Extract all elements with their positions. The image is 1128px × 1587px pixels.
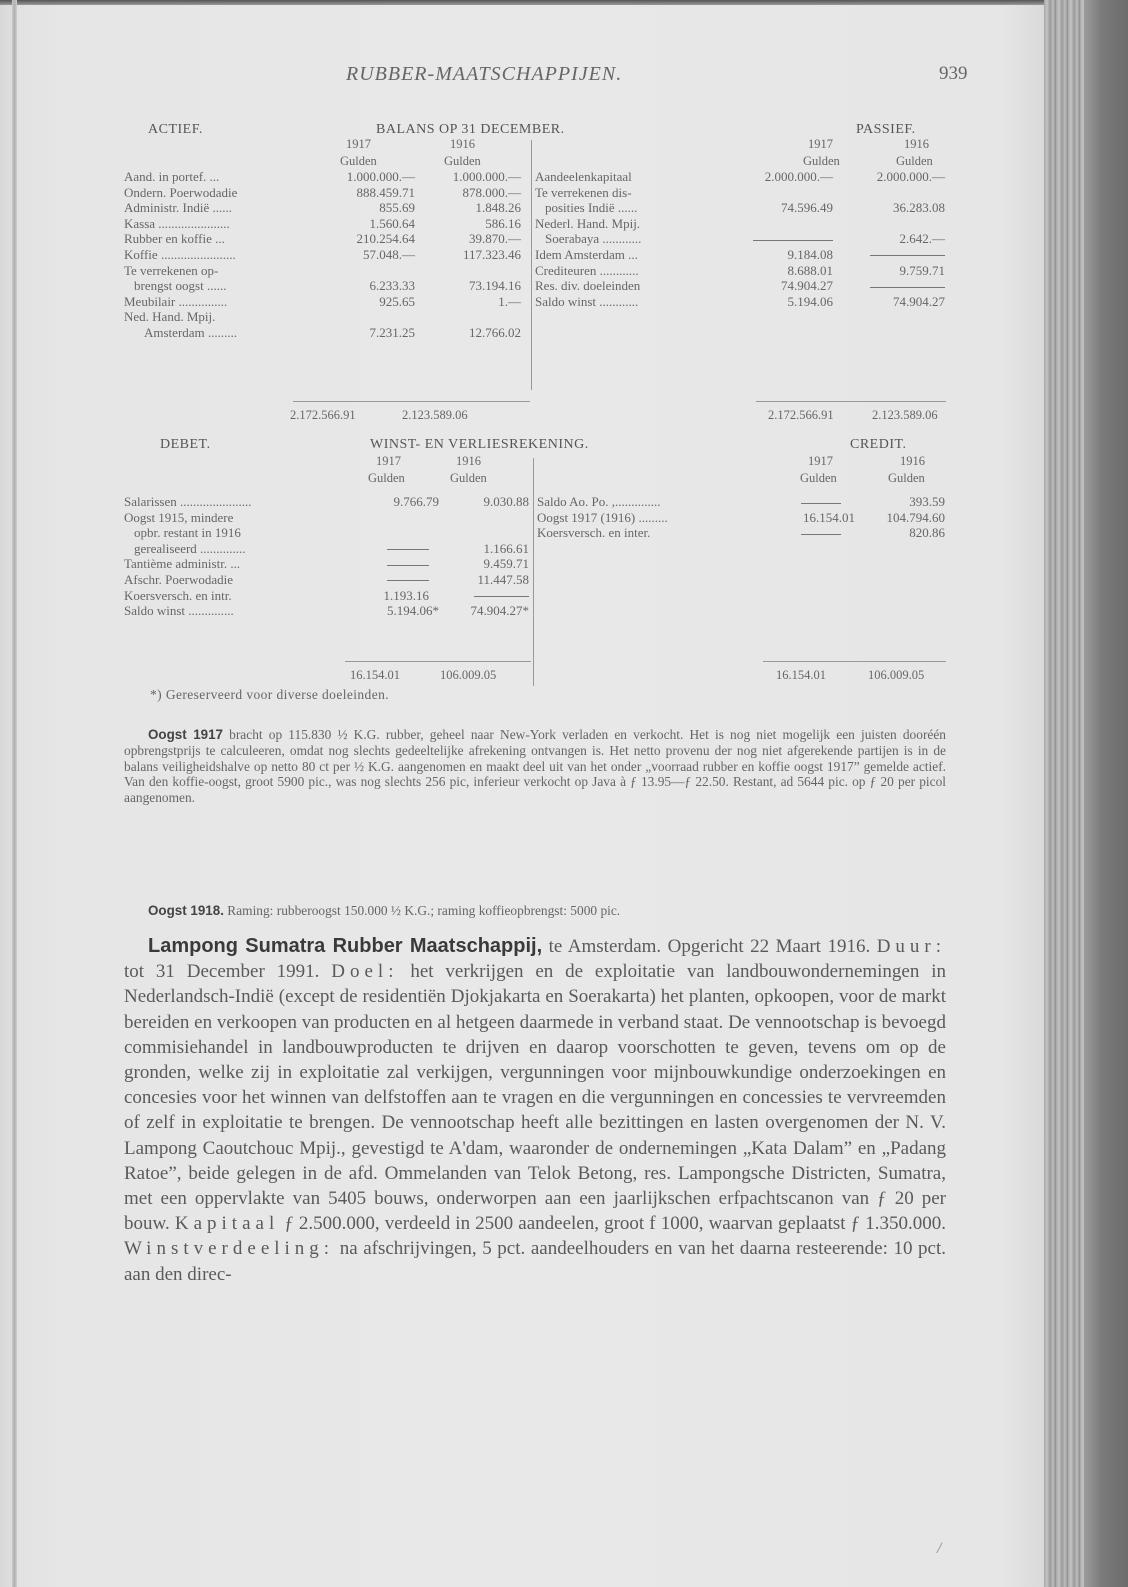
debet-year-1916: 1916 (456, 454, 481, 468)
table-row: Kassa ...................... 1.560.64 586.16 (124, 215, 521, 231)
debet-table (124, 494, 529, 619)
company-name: Lampong Sumatra Rubber Maatschappij, (148, 935, 543, 957)
table-row: Salarissen ...................... 9.766.79 9.030.88 (124, 494, 529, 509)
oogst-1917-label: Oogst 1917 (148, 727, 223, 742)
empty-value-dash (387, 565, 429, 566)
oogst-1917-paragraph (124, 727, 946, 806)
table-row: Ned. Hand. Mpij. (124, 309, 216, 325)
table-row: Administr. Indië ...... 855.69 1.848.26 (124, 200, 521, 216)
table-row: brengst oogst ...... 6.233.33 73.194.16 (134, 278, 521, 294)
duur-label: Duur: (876, 936, 947, 957)
table-row: Idem Amsterdam ... 9.184.08 (535, 247, 945, 263)
table-row: Saldo winst .............. 5.194.06* 74.904.27* (124, 603, 529, 619)
empty-value-dash (801, 503, 841, 504)
table-row: Saldo Ao. Po. ,.............. 393.59 (537, 494, 945, 509)
table-row: Oogst 1917 (1916) ......... 16.154.01 104.794.60 (537, 509, 945, 525)
actief-currency-1916: Gulden (444, 154, 481, 168)
table-row: Aandeelenkapitaal 2.000.000.— 2.000.000.— (535, 169, 945, 184)
empty-value-dash (870, 255, 945, 256)
empty-value-dash (474, 596, 529, 597)
actief-year-1917: 1917 (346, 137, 371, 151)
doel-text: het verkrijgen en de exploitatie van landbouwondernemingen in Nederlandsch-Indië (except de residentiën Djokjakarta en Soerakarta) het planten, opkoopen, voor de markt bereiden en verkoopen van producten en al hetgeen daarmede in verband staat. De vennootschap is bevoegd commisiehandel in landbouwproducten te drijven en daarop voorschotten te geven, tevens om op de gronden, welke zij in exploitatie zal verkijgen, vergunningen voor mijnbouwkundige onderzoekingen en concesies voor het winnen van delfstoffen aan te vragen en die vergunningen en concessies te vervreemden of zelf in exploitatie te brengen. De vennootschap heeft alle bezittingen en lasten overgenomen der N. V. Lampong Caoutchouc Mpij., gevestigd te A'dam, waaronder de ondernemingen „Kata Dalam” en „Padang Ratoe”, beide gelegen in de afd. Ommelanden van Telok Betong, res. Lampongsche Districten, Sumatra, met een oppervlakte van 5405 bouws, onderworpen aan een jaarlijkschen erfpachtscanon van ƒ 20 per bouw. (124, 961, 946, 1235)
passief-currency-1916: Gulden (896, 154, 933, 168)
credit-currency-1916: Gulden (888, 471, 925, 485)
table-row: Ondern. Poerwodadie 888.459.71 878.000.— (124, 184, 521, 200)
passief-currency-1917: Gulden (803, 154, 840, 168)
doel-label: Doel: (331, 961, 399, 983)
book-binding (1044, 0, 1128, 1587)
pl-center-rule (533, 458, 534, 686)
table-row: Saldo winst ............ 5.194.06 74.904.27 (535, 293, 945, 309)
profit-loss-title: WINST- EN VERLIESREKENING. (370, 437, 589, 452)
table-row: Aand. in portef. ... 1.000.000.— 1.000.000.— (124, 169, 521, 184)
passief-year-1917: 1917 (808, 137, 833, 151)
credit-table (537, 494, 945, 541)
table-row: Crediteuren ............ 8.688.01 9.759.71 (535, 262, 945, 278)
credit-currency-1917: Gulden (800, 471, 837, 485)
empty-value-dash (387, 549, 429, 550)
oogst-1918-label: Oogst 1918. (148, 903, 224, 918)
debet-currency-1916: Gulden (450, 471, 487, 485)
table-row: Tantième administr. ... 9.459.71 (124, 556, 529, 572)
running-title: RUBBER-MAATSCHAPPIJEN. (346, 63, 623, 85)
table-row: Koersversch. en inter. 820.86 (537, 525, 945, 541)
page-number: 939 (939, 63, 968, 84)
kapitaal-text: ƒ 2.500.000, verdeeld in 2500 aandeelen, groot f 1000, waarvan geplaatst ƒ 1.350.000. (284, 1213, 946, 1235)
actief-total-1916: 2.123.589.06 (402, 408, 468, 422)
table-row: Amsterdam ......... 7.231.25 12.766.02 (144, 324, 521, 340)
oogst-1918-paragraph (124, 903, 946, 919)
table-row: Rubber en koffie ... 210.254.64 39.870.— (124, 231, 521, 247)
actief-table (124, 169, 529, 341)
table-row: Koffie ....................... 57.048.— 117.323.46 (124, 246, 521, 262)
passief-total-1916: 2.123.589.06 (872, 408, 938, 422)
passief-total-rule (756, 401, 946, 402)
credit-total-1916: 106.009.05 (868, 668, 925, 682)
debet-total-rule (345, 661, 531, 662)
stray-pencil-mark: / (937, 1540, 942, 1557)
debet-heading: DEBET. (160, 437, 211, 452)
passief-total-1917: 2.172.566.91 (768, 408, 834, 422)
table-row: Koersversch. en intr. 1.193.16 (124, 588, 529, 604)
table-row: Soerabaya ............ 2.642.— (545, 231, 945, 247)
actief-heading: ACTIEF. (148, 122, 203, 137)
table-row: Te verrekenen op- (124, 262, 219, 278)
table-row: Meubilair ............... 925.65 1.— (124, 293, 521, 309)
table-row: posities Indië ...... 74.596.49 36.283.08 (545, 200, 945, 216)
table-row: Nederl. Hand. Mpij. (535, 215, 641, 231)
empty-value-dash (387, 580, 429, 581)
actief-currency-1917: Gulden (340, 154, 377, 168)
scan-left-edge (12, 0, 17, 1587)
company-entry (124, 934, 946, 1287)
table-row: Te verrekenen dis- (535, 184, 632, 200)
passief-table (535, 169, 945, 309)
scan-top-edge (0, 0, 1128, 5)
company-location: te Amsterdam. (548, 936, 662, 957)
company-founded: Opgericht 22 Maart 1916. (667, 936, 871, 957)
credit-heading: CREDIT. (850, 437, 907, 452)
balance-center-rule (531, 140, 532, 390)
credit-year-1917: 1917 (808, 454, 833, 468)
debet-total-1916: 106.009.05 (440, 668, 497, 682)
table-row: Res. div. doeleinden 74.904.27 (535, 278, 945, 294)
actief-total-rule (293, 401, 530, 402)
empty-value-dash (801, 534, 841, 535)
passief-heading: PASSIEF. (856, 122, 916, 137)
credit-total-1917: 16.154.01 (776, 668, 826, 682)
debet-currency-1917: Gulden (368, 471, 405, 485)
kapitaal-label: Kapitaal (174, 1213, 280, 1235)
actief-year-1916: 1916 (450, 137, 475, 151)
winstverdeeling-text: na afschrijvingen, 5 pct. aandeelhouders en van het daarna resteerende: 10 pct. aan den direc- (124, 1238, 947, 1285)
debet-year-1917: 1917 (376, 454, 401, 468)
oogst-1918-text: Raming: rubberoogst 150.000 ½ K.G.; raming koffieopbrengst: 5000 pic. (227, 903, 621, 918)
table-row: Afschr. Poerwodadie 11.447.58 (124, 571, 529, 587)
duur-text: tot 31 December 1991. (124, 961, 320, 983)
actief-total-1917: 2.172.566.91 (290, 408, 356, 422)
oogst-1917-text: bracht op 115.830 ½ K.G. rubber, geheel naar New-York verladen en verkocht. Het is nog niet mogelijk een juisten dooréén opbrengstprijs te calculeeren, omdat nog slechts gedeeltelijke afrekening ontvangen is. Het netto provenu der nog niet afgerekende partijen is in de balans veiligheidshalve op netto 80 ct per ½ K.G. aangenomen en maakt deel uit van het onder „voorraad rubber en koffie oogst 1917” gemelde actief. Van den koffie-oogst, groot 5900 pic., was nog slechts 256 pic, inferieur verkocht op Java à ƒ 13.95—ƒ 22.50. Restant, ad 5644 pic. op ƒ 20 per picol aangenomen. (124, 727, 946, 806)
table-row: opbr. restant in 1916 (134, 525, 241, 541)
footnote: *) Gereserveerd voor diverse doeleinden. (150, 687, 390, 702)
balance-sheet-title: BALANS OP 31 DECEMBER. (376, 122, 565, 137)
empty-value-dash (870, 287, 945, 288)
credit-total-rule (763, 661, 946, 662)
winstverdeeling-label: Winstverdeeling: (124, 1238, 335, 1260)
credit-year-1916: 1916 (900, 454, 925, 468)
table-row: gerealiseerd .............. 1.166.61 (134, 540, 529, 556)
table-row: Oogst 1915, mindere (124, 509, 234, 525)
debet-total-1917: 16.154.01 (350, 668, 400, 682)
passief-year-1916: 1916 (904, 137, 929, 151)
empty-value-dash (753, 240, 833, 241)
